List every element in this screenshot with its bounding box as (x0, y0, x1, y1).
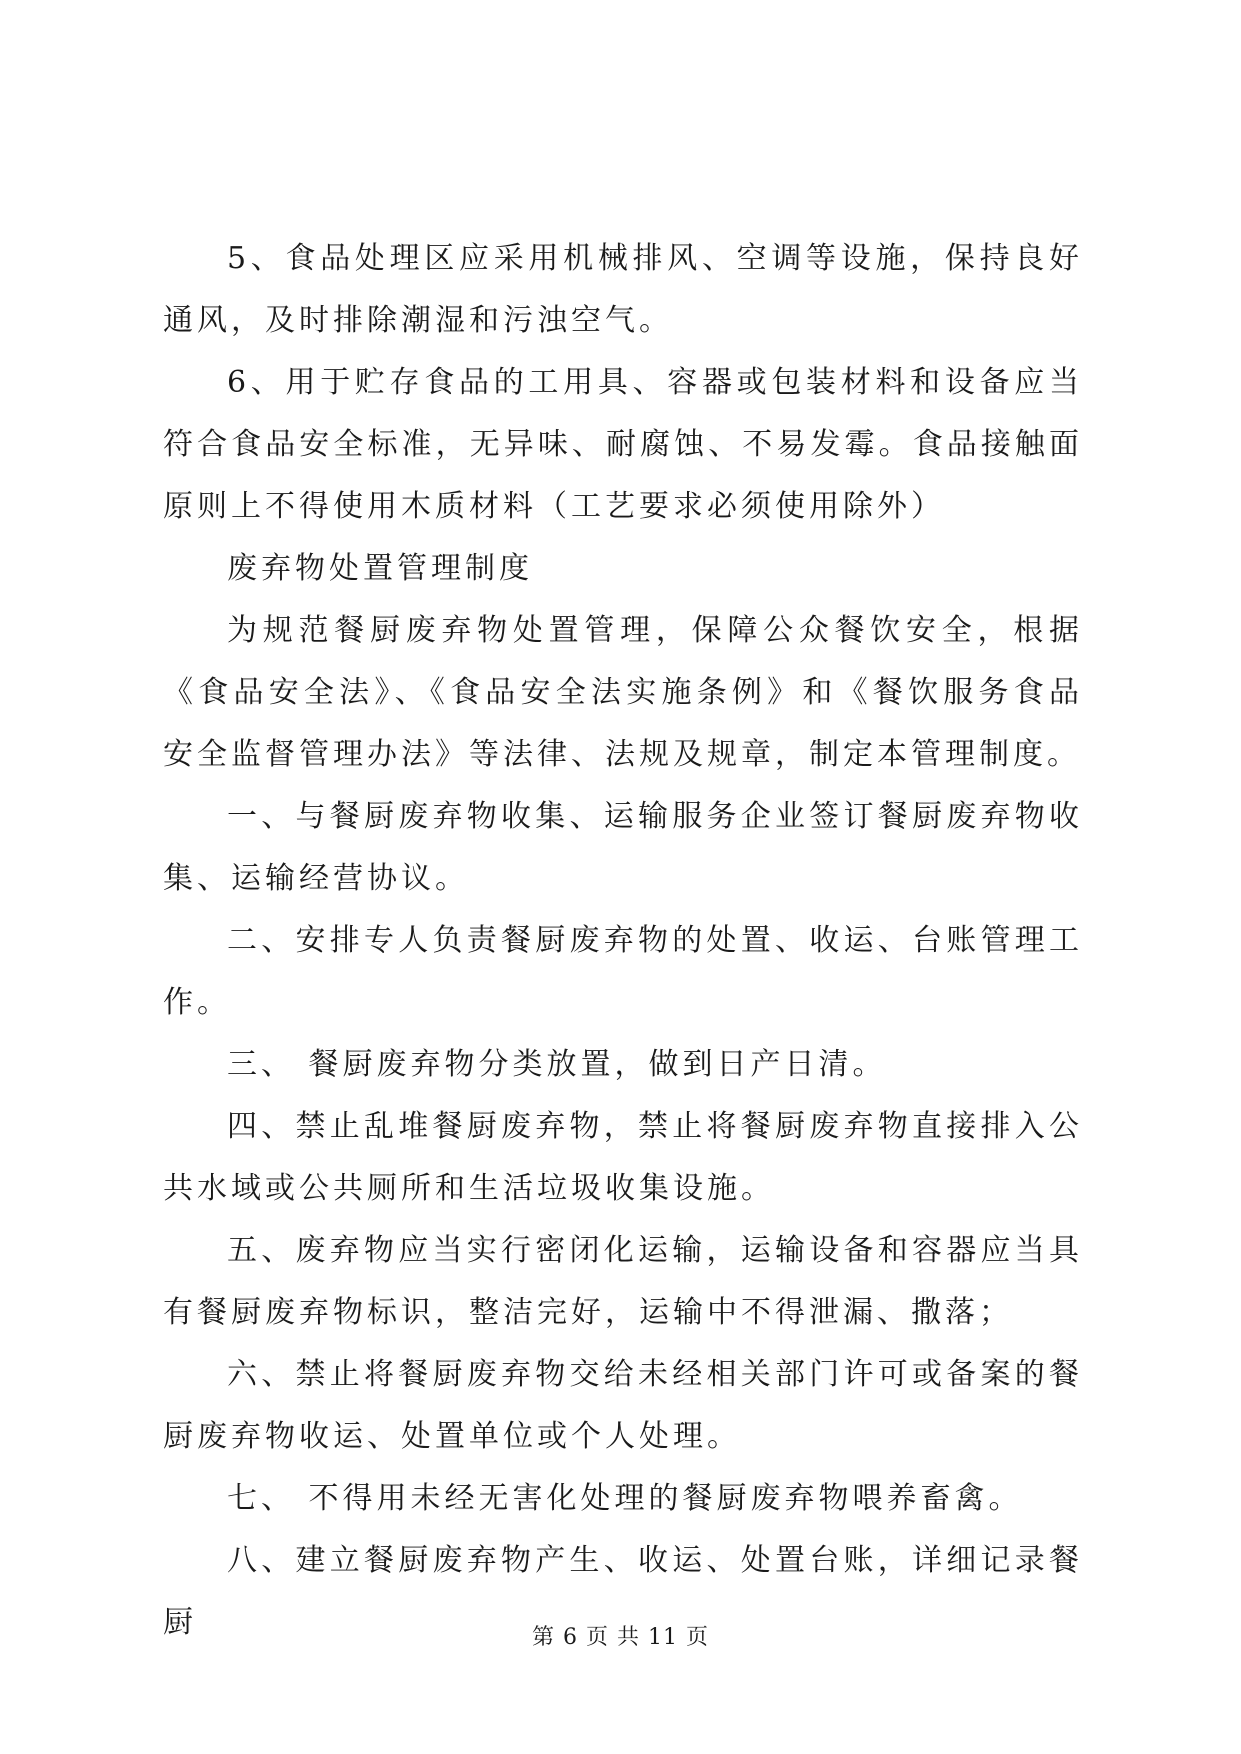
paragraph-item-5: 5、食品处理区应采用机械排风、空调等设施，保持良好通风，及时排除潮湿和污浊空气。 (163, 241, 1083, 338)
paragraph-rule-3: 三、 餐厨废弃物分类放置，做到日产日清。 (227, 1047, 887, 1082)
page-footer (0, 1620, 1241, 1651)
section-heading: 废弃物处置管理制度 (227, 551, 533, 586)
paragraph-rule-6: 六、禁止将餐厨废弃物交给未经相关部门许可或备案的餐厨废弃物收运、处置单位或个人处理。 (163, 1357, 1083, 1454)
paragraph-rule-5: 五、废弃物应当实行密闭化运输，运输设备和容器应当具有餐厨废弃物标识，整洁完好，运输中不得泄漏、撒落； (163, 1233, 1083, 1330)
paragraph-rule-1: 一、与餐厨废弃物收集、运输服务企业签订餐厨废弃物收集、运输经营协议。 (163, 799, 1083, 896)
paragraph-rule-8: 八、建立餐厨废弃物产生、收运、处置台账，详细记录餐厨 (163, 1543, 1083, 1640)
paragraph-rule-7: 七、 不得用未经无害化处理的餐厨废弃物喂养畜禽。 (227, 1481, 1023, 1516)
paragraph-rule-4: 四、禁止乱堆餐厨废弃物，禁止将餐厨废弃物直接排入公共水域或公共厕所和生活垃圾收集设施。 (163, 1109, 1083, 1206)
paragraph-rule-2: 二、安排专人负责餐厨废弃物的处置、收运、台账管理工作。 (163, 923, 1083, 1020)
paragraph-item-6: 6、用于贮存食品的工用具、容器或包装材料和设备应当符合食品安全标准，无异味、耐腐蚀、不易发霉。食品接触面原则上不得使用木质材料（工艺要求必须使用除外） (163, 365, 1083, 524)
page-number: 第 6 页 共 11 页 (532, 1625, 709, 1650)
paragraph-intro: 为规范餐厨废弃物处置管理，保障公众餐饮安全，根据《食品安全法》、《食品安全法实施条例》和《餐饮服务食品安全监督管理办法》等法律、法规及规章，制定本管理制度。 (163, 613, 1083, 772)
document-body (163, 228, 1083, 1654)
